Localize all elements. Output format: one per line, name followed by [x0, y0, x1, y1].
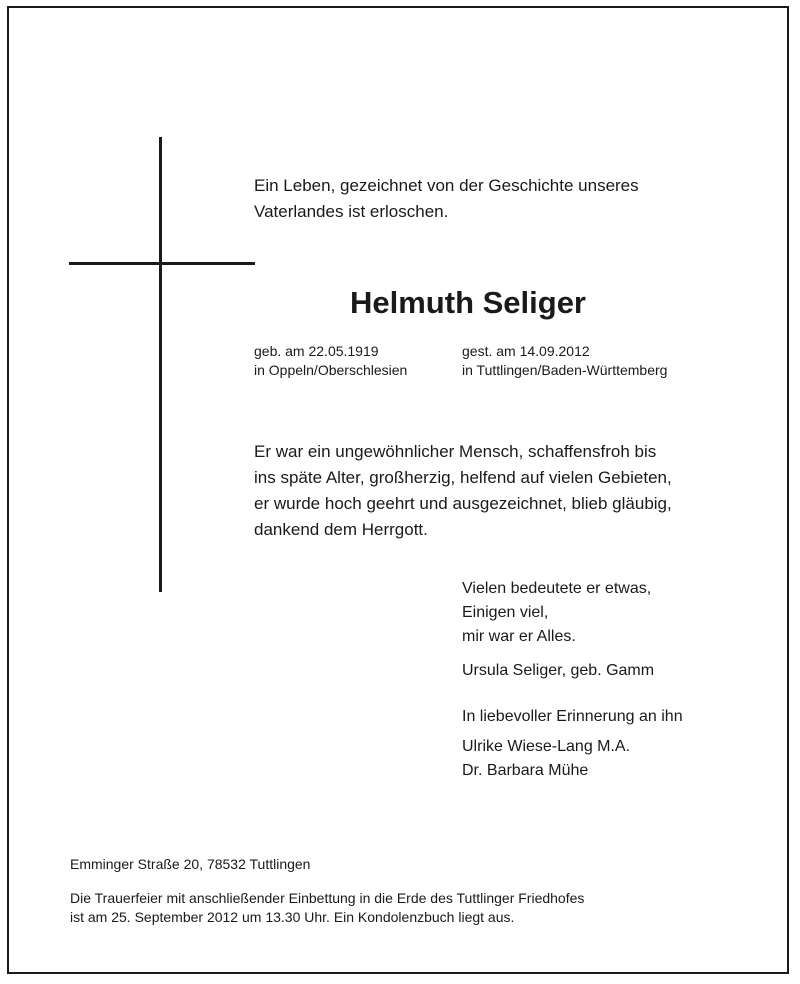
poem-line: mir war er Alles. — [462, 628, 576, 645]
funeral-line: ist am 25. September 2012 um 13.30 Uhr. Ein Kondolenzbuch liegt aus. — [70, 909, 515, 925]
intro-line: Vaterlandes ist erloschen. — [254, 202, 449, 221]
tribute-line: ins späte Alter, großherzig, helfend auf vielen Gebieten, — [254, 468, 672, 487]
poem-text — [462, 577, 651, 649]
address-line: Emminger Straße 20, 78532 Tuttlingen — [70, 856, 311, 872]
cross-horizontal-bar — [69, 262, 255, 265]
birth-place: in Oppeln/Oberschlesien — [254, 362, 408, 378]
spouse-name: Ursula Seliger, geb. Gamm — [462, 662, 655, 679]
intro-text — [254, 173, 639, 225]
birth-info — [254, 342, 407, 380]
birth-date: geb. am 22.05.1919 — [254, 343, 379, 359]
poem-line: Einigen viel, — [462, 604, 549, 621]
death-info — [462, 342, 667, 380]
intro-line: Ein Leben, gezeichnet von der Geschichte unseres — [254, 176, 639, 195]
remembrance-name: Dr. Barbara Mühe — [462, 762, 589, 779]
death-place: in Tuttlingen/Baden-Württemberg — [462, 362, 668, 378]
tribute-line: er wurde hoch geehrt und ausgezeichnet, blieb gläubig, — [254, 494, 672, 513]
funeral-info — [70, 889, 584, 927]
funeral-line: Die Trauerfeier mit anschließender Einbettung in die Erde des Tuttlinger Friedhofes — [70, 890, 585, 906]
deceased-name: Helmuth Seliger — [350, 285, 586, 320]
remembrance-name: Ulrike Wiese-Lang M.A. — [462, 738, 631, 755]
cross-vertical-bar — [159, 137, 162, 592]
remembrance-intro: In liebevoller Erinnerung an ihn — [462, 708, 683, 725]
death-date: gest. am 14.09.2012 — [462, 343, 590, 359]
remembrance-block — [462, 705, 683, 783]
tribute-line: dankend dem Herrgott. — [254, 520, 428, 539]
poem-line: Vielen bedeutete er etwas, — [462, 580, 652, 597]
tribute-line: Er war ein ungewöhnlicher Mensch, schaffensfroh bis — [254, 442, 657, 461]
tribute-text — [254, 439, 672, 543]
